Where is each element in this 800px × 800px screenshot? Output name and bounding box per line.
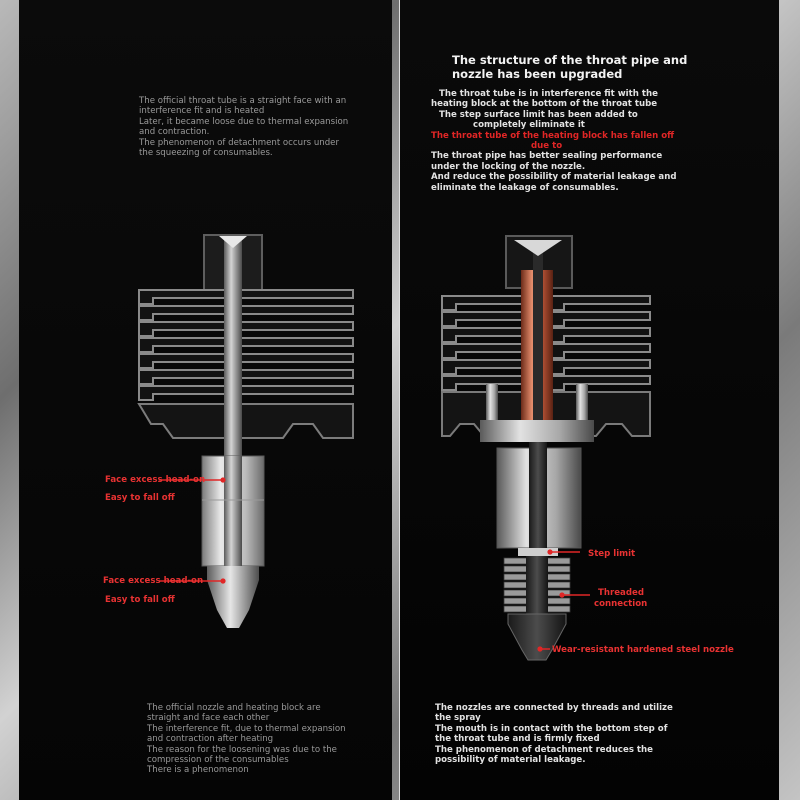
throat-lower [529,442,547,552]
official-nozzle-description [147,703,387,776]
text-line-red: due to [531,141,563,152]
official-hotend-panel [19,0,392,800]
upgraded-hotend-panel [399,0,779,800]
face-excess-label-2: Face excess head-on [103,576,204,586]
threaded-label-line2: connection [594,599,648,609]
text-line: The step surface limit has been added to [439,109,638,120]
clamp-plate [480,420,594,442]
text-line: The throat pipe has better sealing performance [431,151,663,162]
heatsink-base [139,404,353,438]
text-line: completely eliminate it [473,120,585,131]
text-line: heating block at the bottom of the throat tube [431,99,658,110]
text-line: the spray [435,713,481,724]
text-line-red: The throat tube of the heating block has fallen off [431,130,675,141]
official-hotend-illustration [19,0,392,800]
text-line: The nozzles are connected by threads and utilize [435,703,673,713]
text-line: under the locking of the nozzle. [431,161,586,172]
heatsink-fins [139,290,353,400]
text-line: The official throat tube is a straight face with an [139,96,347,106]
text-line: There is a phenomenon [147,765,249,776]
step-limit-label: Step limit [588,549,636,559]
face-excess-label-1: Face excess head-on [105,475,206,485]
title-line: nozzle has been upgraded [452,67,623,81]
nozzle [207,566,259,628]
text-line: compression of the consumables [147,755,289,766]
text-line: and contraction. [139,127,210,138]
text-line: The throat tube is in interference fit with the [439,89,658,99]
title-line: The structure of the throat pipe and [452,53,688,67]
throat-tube-lower [224,456,242,584]
text-line: and contraction after heating [147,734,274,745]
text-line: the throat tube and is firmly fixed [435,734,600,745]
easy-fall-label-1: Easy to fall off [105,493,175,503]
marker-dot [220,477,225,482]
text-line: The interference fit, due to thermal expansion [147,723,346,734]
text-line: The phenomenon of detachment occurs under [139,137,339,148]
text-line: eliminate the leakage of consumables. [431,182,619,193]
text-line: And reduce the possibility of material leakage and [431,172,677,183]
text-line: straight and face each other [147,713,270,724]
text-line: The mouth is in contact with the bottom step of [435,723,668,734]
text-line: the squeezing of consumables. [139,148,273,159]
text-line: The reason for the loosening was due to the [147,744,337,755]
marker-dot [220,578,225,583]
text-line: The phenomenon of detachment reduces the [435,744,653,755]
wear-nozzle-label: Wear-resistant hardened steel nozzle [552,645,734,655]
upgraded-hotend-illustration [400,0,779,800]
text-line: interference fit and is heated [139,106,265,117]
threaded-label-line1: Threaded [598,588,644,598]
easy-fall-label-2: Easy to fall off [105,595,175,605]
text-line: The official nozzle and heating block are [147,703,321,713]
text-line: Later, it became loose due to thermal expansion [139,116,349,127]
text-line: possibility of material leakage. [435,755,586,766]
upgraded-nozzle-description [435,703,755,765]
